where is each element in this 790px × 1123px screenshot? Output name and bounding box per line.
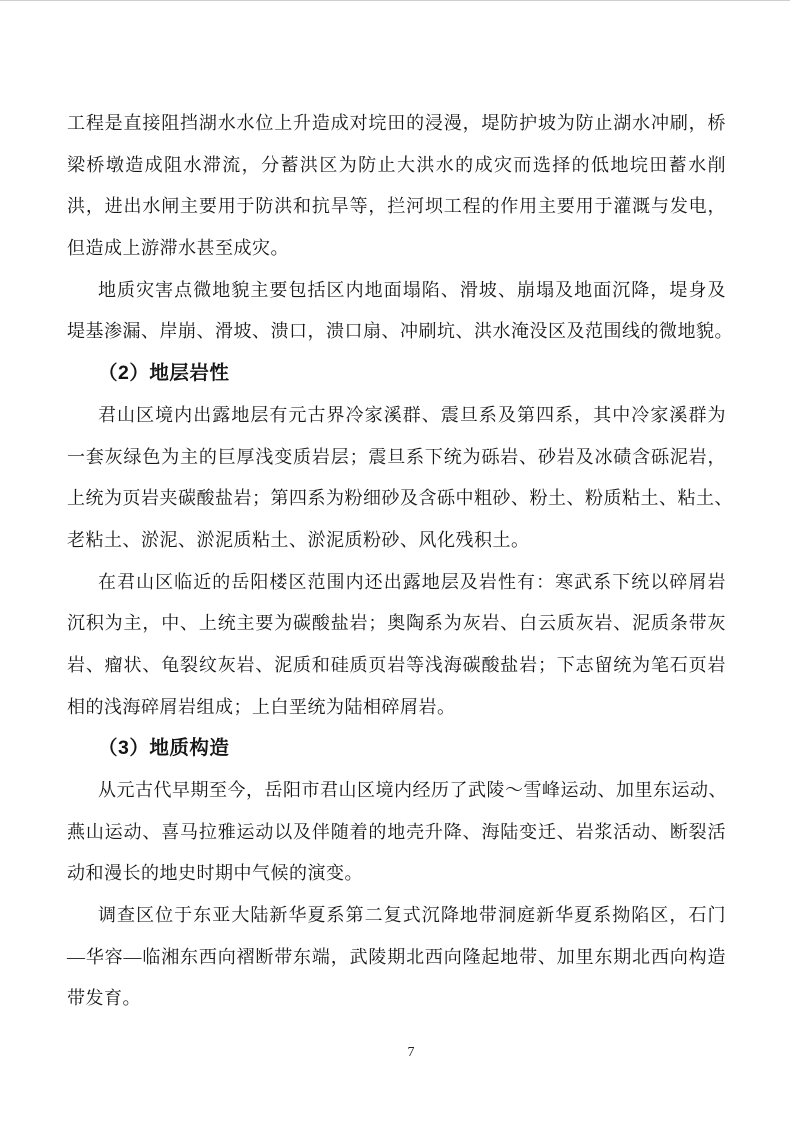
text-line: 岩、瘤状、龟裂纹灰岩、泥质和硅质页岩等浅海碳酸盐岩；下志留统为笔石页岩 <box>67 654 726 675</box>
text-line: 梁桥墩造成阻水滞流，分蓄洪区为防止大洪水的成灾而选择的低地垸田蓄水削 <box>67 154 726 175</box>
text-line: 地质灾害点微地貌主要包括区内地面塌陷、滑坡、崩塌及地面沉降，堤身及 <box>98 279 726 300</box>
text-line: 君山区境内出露地层有元古界冷家溪群、震旦系及第四系，其中冷家溪群为 <box>98 404 726 425</box>
text-line: 老粘土、淤泥、淤泥质粘土、淤泥质粉砂、风化残积土。 <box>67 529 530 550</box>
paragraph <box>67 103 726 270</box>
text-line: 调查区位于东亚大陆新华夏系第二复式沉降地带洞庭新华夏系拗陷区，石门 <box>98 905 726 926</box>
paragraph <box>67 270 733 353</box>
text-line: 但造成上游滞水甚至成灾。 <box>67 238 289 259</box>
section-heading: （2）地层岩性 <box>98 362 230 385</box>
page-number: 7 <box>407 1045 415 1060</box>
text-line: 相的浅海碎屑岩组成；上白垩统为陆相碎屑岩。 <box>67 696 456 717</box>
text-line: 上统为页岩夹碳酸盐岩；第四系为粉细砂及含砾中粗砂、粉土、粉质粘土、粘土、 <box>67 488 733 509</box>
text-line: 工程是直接阻挡湖水水位上升造成对垸田的浸漫，堤防护坡为防止湖水冲刷，桥 <box>67 113 726 133</box>
text-line: 带发育。 <box>67 988 141 1009</box>
text-line: 从元古代早期至今，岳阳市君山区境内经历了武陵～雪峰运动、加里东运动、 <box>98 780 727 800</box>
text-line: 在君山区临近的岳阳楼区范围内还出露地层及岩性有：寒武系下统以碎屑岩 <box>98 571 726 592</box>
text-line: 堤基渗漏、岸崩、滑坡、溃口，溃口扇、冲刷坑、洪水淹没区及范围线的微地貌。 <box>67 321 733 342</box>
text-line: —华容—临湘东西向褶断带东端，武陵期北西向隆起地带、加里东期北西向构造 <box>67 946 726 967</box>
paragraph <box>67 770 726 895</box>
paragraph <box>67 562 726 729</box>
paragraph <box>67 895 726 1020</box>
text-line: 动和漫长的地史时期中气候的演变。 <box>67 863 363 884</box>
text-line: 沉积为主，中、上统主要为碳酸盐岩；奥陶系为灰岩、白云质灰岩、泥质条带灰 <box>67 613 726 634</box>
text-line: 燕山运动、喜马拉雅运动以及伴随着的地壳升降、海陆变迁、岩浆活动、断裂活 <box>67 821 726 842</box>
paragraph <box>67 395 733 562</box>
text-line: 一套灰绿色为主的巨厚浅变质岩层；震旦系下统为砾岩、砂岩及冰碛含砾泥岩， <box>67 446 726 467</box>
text-line: 洪，进出水闸主要用于防洪和抗旱等，拦河坝工程的作用主要用于灌溉与发电， <box>67 196 726 217</box>
document-body <box>67 103 733 1020</box>
scan-artifact-line <box>0 0 790 1</box>
section-heading: （3）地质构造 <box>98 737 230 760</box>
